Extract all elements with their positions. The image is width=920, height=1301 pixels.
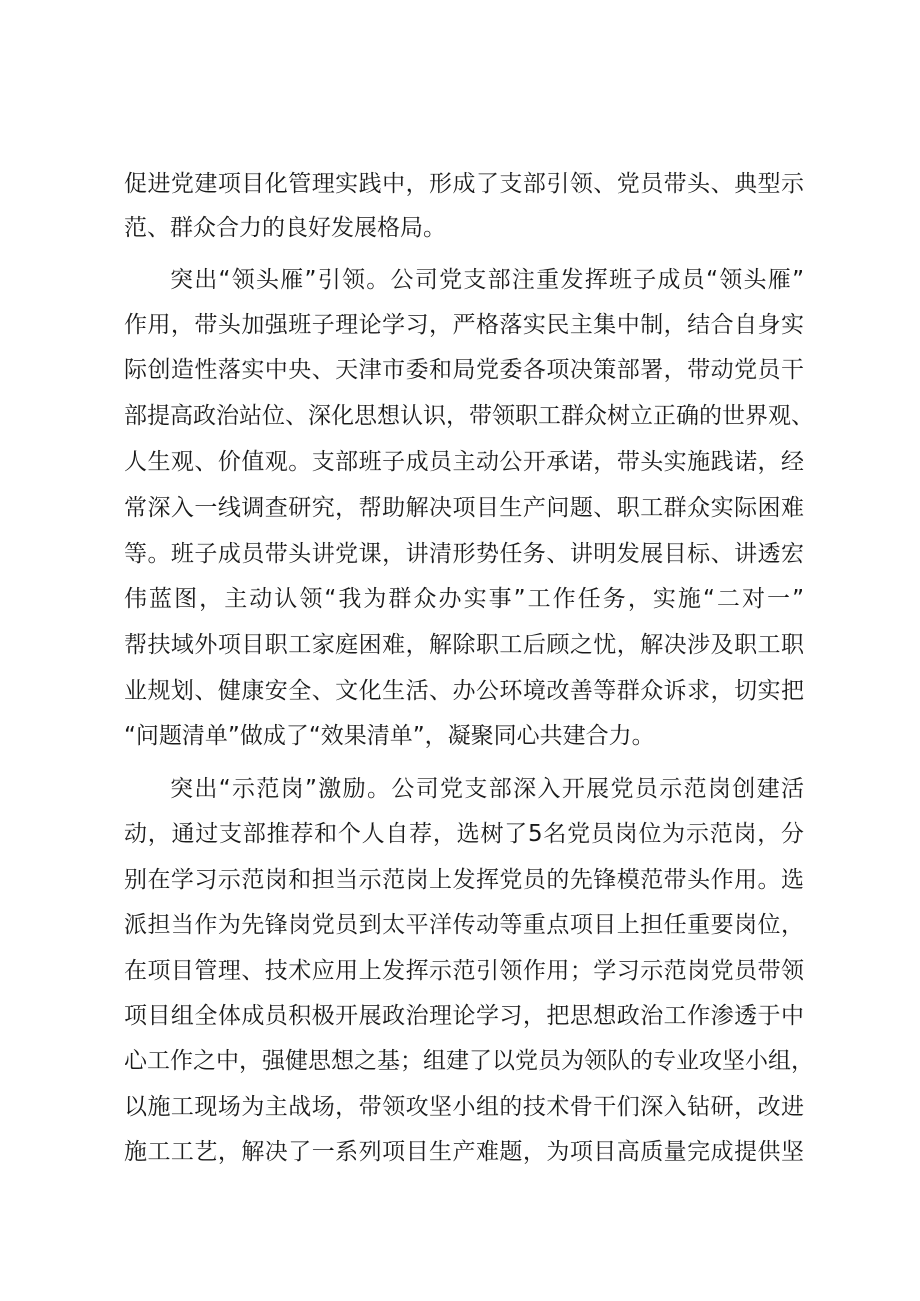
paragraph-2-line-4: 部提高政治站位、深化思想认识，带领职工群众树立正确的世界观、: [124, 403, 814, 429]
paragraph-3-line-9: 施工工艺，解决了一系列项目生产难题，为项目高质量完成提供坚: [124, 1139, 804, 1165]
paragraph-2-line-9: 帮扶域外项目职工家庭困难，解除职工后顾之忧，解决涉及职工职: [124, 632, 804, 658]
paragraph-3-line-3: 别在学习示范岗和担当示范岗上发挥党员的先锋模范带头作用。选: [124, 867, 804, 893]
paragraph-2-line-10: 业规划、健康安全、文化生活、办公环境改善等群众诉求，切实把: [124, 678, 804, 704]
paragraph-2-line-7: 等。班子成员带头讲党课，讲清形势任务、讲明发展目标、讲透宏: [124, 541, 804, 567]
paragraph-2-line-5: 人生观、价值观。支部班子成员主动公开承诺，带头实施践诺，经: [124, 449, 804, 475]
paragraph-2-line-11: “问题清单”做成了“效果清单”，凝聚同心共建合力。: [124, 723, 655, 749]
paragraph-3-line-8: 以施工现场为主战场，带领攻坚小组的技术骨干们深入钻研，改进: [124, 1094, 804, 1120]
paragraph-2-line-3: 际创造性落实中央、天津市委和局党委各项决策部署，带动党员干: [124, 357, 804, 383]
paragraph-2-line-8: 伟蓝图，主动认领“我为群众办实事”工作任务，实施“二对一”: [124, 586, 804, 612]
paragraph-1-line-2: 范、群众合力的良好发展格局。: [124, 215, 446, 241]
paragraph-3-line-5: 在项目管理、技术应用上发挥示范引领作用；学习示范岗党员带领: [124, 958, 804, 984]
paragraph-2-line-2: 作用，带头加强班子理论学习，严格落实民主集中制，结合自身实: [124, 312, 804, 338]
paragraph-1-line-1: 促进党建项目化管理实践中，形成了支部引领、党员带头、典型示: [124, 171, 804, 197]
paragraph-3-line-2: 动，通过支部推荐和个人自荐，选树了5名党员岗位为示范岗，分: [124, 821, 804, 847]
paragraph-2-line-1: 突出“领头雁”引领。公司党支部注重发挥班子成员“领头雁”: [170, 267, 804, 293]
paragraph-3-line-6: 项目组全体成员积极开展政治理论学习，把思想政治工作渗透于中: [124, 1003, 804, 1029]
paragraph-3-line-4: 派担当作为先锋岗党员到太平洋传动等重点项目上担任重要岗位，: [124, 912, 804, 938]
paragraph-3-line-7: 心工作之中，强健思想之基；组建了以党员为领队的专业攻坚小组，: [124, 1048, 814, 1074]
paragraph-3-line-1: 突出“示范岗”激励。公司党支部深入开展党员示范岗创建活: [170, 776, 804, 802]
paragraph-2-line-6: 常深入一线调查研究，帮助解决项目生产问题、职工群众实际困难: [124, 495, 804, 521]
